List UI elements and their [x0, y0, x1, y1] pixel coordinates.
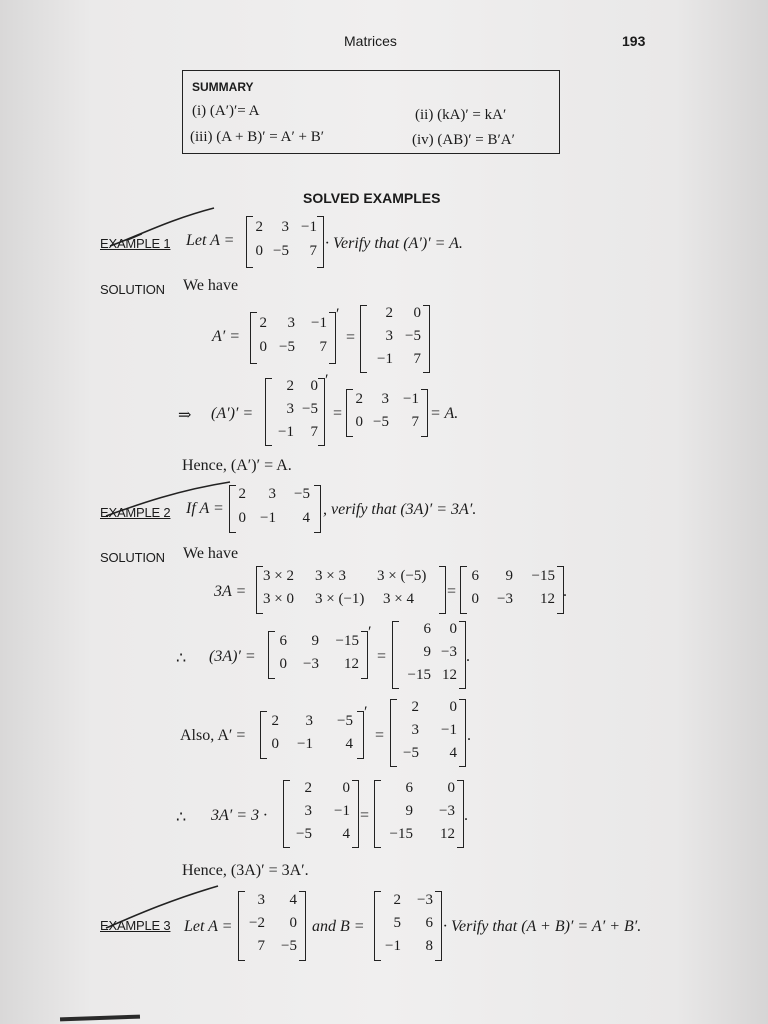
- summary-item-2: (ii) (kA)′ = kA′: [415, 107, 507, 123]
- prime-mark: ′: [325, 372, 329, 389]
- we-have-text: We have: [183, 545, 239, 562]
- matrix-cell: −3: [417, 892, 433, 908]
- matrix-cell: 12: [442, 667, 457, 683]
- matrix-cell: −15: [531, 568, 555, 584]
- summary-box: [182, 70, 560, 154]
- matrix-cell: 7: [413, 351, 421, 367]
- matrix-cell: −1: [334, 803, 350, 819]
- matrix-cell: 3: [281, 219, 289, 235]
- matrix-cell: 0: [255, 243, 263, 259]
- matrix-cell: −15: [389, 826, 413, 842]
- matrix-A: [346, 389, 428, 437]
- matrix-cell: 3 × 4: [383, 591, 414, 607]
- matrix-cell: 2: [255, 219, 263, 235]
- matrix-3A: [460, 566, 564, 614]
- matrix-cell: 3: [385, 328, 393, 344]
- page-number: 193: [622, 33, 646, 49]
- matrix-cell: −1: [385, 938, 401, 954]
- matrix-cell: 0: [279, 656, 287, 672]
- matrix-cell: 6: [423, 621, 431, 637]
- double-transpose-lhs: (A′)′ =: [211, 405, 254, 422]
- matrix-cell: −5: [403, 745, 419, 761]
- matrix-cell: 9: [405, 803, 413, 819]
- matrix-A-transpose: [360, 305, 430, 373]
- matrix-cell: 4: [342, 826, 350, 842]
- summary-item-3: (iii) (A + B)′ = A′ + B′: [190, 129, 324, 145]
- page-edge-shadow: [60, 1015, 140, 1022]
- matrix-A-transpose: [265, 378, 325, 446]
- matrix-cell: 3: [381, 391, 389, 407]
- example-1-lead: Let A =: [186, 232, 235, 249]
- matrix-cell: −3: [441, 644, 457, 660]
- matrix-cell: 2: [411, 699, 419, 715]
- matrix-cell: 2: [271, 713, 279, 729]
- summary-item-4: (iv) (AB)′ = B′A′: [412, 132, 515, 148]
- period: .: [467, 727, 471, 744]
- therefore-symbol: ∴: [176, 809, 187, 826]
- matrix-cell: 0: [289, 915, 297, 931]
- matrix-A: [246, 216, 324, 268]
- scaled-matrix-lhs: 3A =: [214, 583, 247, 600]
- matrix-cell: 2: [259, 315, 267, 331]
- matrix-A: [250, 312, 336, 364]
- matrix-cell: 0: [449, 621, 457, 637]
- matrix-cell: −1: [311, 315, 327, 331]
- equals-A: = A.: [430, 405, 459, 422]
- matrix-cell: 0: [342, 780, 350, 796]
- matrix-cell: −1: [301, 219, 317, 235]
- matrix-A-transpose: [390, 699, 466, 767]
- matrix-cell: −5: [296, 826, 312, 842]
- summary-title: SUMMARY: [192, 80, 254, 94]
- matrix-cell: 3: [287, 315, 295, 331]
- matrix-cell: 9: [311, 633, 319, 649]
- matrix-cell: 6: [471, 568, 479, 584]
- matrix-cell: −1: [260, 510, 276, 526]
- matrix-cell: −5: [279, 339, 295, 355]
- matrix-cell: 3: [305, 713, 313, 729]
- matrix-A: [260, 711, 364, 759]
- equals-sign: =: [346, 329, 356, 346]
- equals-sign: =: [377, 648, 387, 665]
- period: .: [464, 807, 468, 824]
- matrix-cell: 0: [413, 305, 421, 321]
- matrix-cell: 7: [319, 339, 327, 355]
- matrix-cell: 7: [411, 414, 419, 430]
- period: .: [466, 648, 470, 665]
- prime-mark: ′: [336, 306, 340, 323]
- matrix-cell: −5: [302, 401, 318, 417]
- matrix-cell: 3 × 2: [263, 568, 294, 584]
- matrix-cell: 2: [393, 892, 401, 908]
- matrix-cell: 2: [355, 391, 363, 407]
- matrix-cell: −3: [303, 656, 319, 672]
- period: .: [563, 583, 567, 600]
- matrix-cell: 9: [505, 568, 513, 584]
- we-have-text: We have: [183, 277, 239, 294]
- matrix-cell: 12: [540, 591, 555, 607]
- matrix-cell: 9: [423, 644, 431, 660]
- matrix-cell: 2: [304, 780, 312, 796]
- matrix-cell: 3 × 3: [315, 568, 346, 584]
- matrix-cell: 12: [440, 826, 455, 842]
- matrix-cell: 6: [279, 633, 287, 649]
- matrix-cell: −5: [273, 243, 289, 259]
- matrix-cell: 3 × 0: [263, 591, 294, 607]
- matrix-cell: 4: [345, 736, 353, 752]
- matrix-cell: 7: [310, 424, 318, 440]
- matrix-cell: 7: [309, 243, 317, 259]
- matrix-cell: 2: [286, 378, 294, 394]
- matrix-cell: −5: [373, 414, 389, 430]
- matrix-cell: 4: [302, 510, 310, 526]
- matrix-cell: 5: [393, 915, 401, 931]
- matrix-A-transpose: [283, 780, 359, 848]
- matrix-cell: −5: [337, 713, 353, 729]
- prime-mark: ′: [368, 624, 372, 641]
- hence-statement: Hence, (A′)′ = A.: [182, 457, 292, 474]
- matrix-cell: 3 × (−1): [315, 591, 365, 607]
- matrix-cell: 12: [344, 656, 359, 672]
- example-1-label: EXAMPLE 1: [100, 236, 171, 251]
- matrix-A: [238, 891, 306, 961]
- matrix-cell: 0: [271, 736, 279, 752]
- matrix-B: [374, 891, 442, 961]
- matrix-cell: 6: [425, 915, 433, 931]
- example-3-label: EXAMPLE 3: [100, 918, 171, 933]
- matrix-cell: 7: [257, 938, 265, 954]
- matrix-cell: −15: [407, 667, 431, 683]
- matrix-cell: 0: [259, 339, 267, 355]
- matrix-3A-transpose: [392, 621, 466, 689]
- equals-sign: =: [333, 405, 343, 422]
- therefore-symbol: ∴: [176, 650, 187, 667]
- matrix-cell: −5: [405, 328, 421, 344]
- transpose-lhs: A′ =: [212, 328, 241, 345]
- matrix-product-expansion: [256, 566, 446, 614]
- matrix-cell: 0: [471, 591, 479, 607]
- example-3-task: · Verify that (A + B)′ = A′ + B′.: [443, 918, 642, 935]
- matrix-cell: 0: [355, 414, 363, 430]
- matrix-cell: −3: [497, 591, 513, 607]
- matrix-cell: 4: [289, 892, 297, 908]
- matrix-cell: 3: [286, 401, 294, 417]
- matrix-cell: −5: [281, 938, 297, 954]
- solution-label: SOLUTION: [100, 282, 165, 297]
- matrix-cell: 2: [238, 486, 246, 502]
- matrix-cell: −1: [297, 736, 313, 752]
- matrix-cell: −1: [441, 722, 457, 738]
- matrix-cell: 3 × (−5): [377, 568, 427, 584]
- matrix-3A: [268, 631, 368, 679]
- running-title: Matrices: [344, 33, 397, 49]
- matrix-cell: 0: [310, 378, 318, 394]
- matrix-cell: −3: [439, 803, 455, 819]
- example-2-label: EXAMPLE 2: [100, 505, 171, 520]
- example-2-task: , verify that (3A)′ = 3A′.: [323, 501, 477, 518]
- and-B-lead: and B =: [312, 918, 365, 935]
- matrix-A: [229, 485, 321, 533]
- equals-sign: =: [375, 727, 385, 744]
- scaled-transpose-lhs: 3A′ = 3 ·: [211, 807, 268, 824]
- matrix-cell: 3: [304, 803, 312, 819]
- matrix-cell: 0: [238, 510, 246, 526]
- transpose-3A-lhs: (3A)′ =: [209, 648, 256, 665]
- matrix-cell: 0: [447, 780, 455, 796]
- matrix-cell: 6: [405, 780, 413, 796]
- matrix-cell: 3: [268, 486, 276, 502]
- matrix-3A-transpose: [374, 780, 464, 848]
- matrix-cell: −5: [294, 486, 310, 502]
- matrix-cell: 2: [385, 305, 393, 321]
- prime-mark: ′: [364, 704, 368, 721]
- matrix-cell: 4: [449, 745, 457, 761]
- matrix-cell: 0: [449, 699, 457, 715]
- implies-arrow: ⇒: [178, 407, 192, 424]
- equals-sign: =: [447, 583, 457, 600]
- hence-statement: Hence, (3A)′ = 3A′.: [182, 862, 309, 879]
- example-1-task: · Verify that (A′)′ = A.: [325, 235, 463, 252]
- matrix-cell: 8: [425, 938, 433, 954]
- matrix-cell: 3: [411, 722, 419, 738]
- matrix-cell: −1: [403, 391, 419, 407]
- matrix-cell: 3: [257, 892, 265, 908]
- example-3-lead: Let A =: [184, 918, 233, 935]
- matrix-cell: −15: [335, 633, 359, 649]
- equals-sign: =: [360, 807, 370, 824]
- section-title: SOLVED EXAMPLES: [303, 190, 441, 206]
- matrix-cell: −2: [249, 915, 265, 931]
- solution-label: SOLUTION: [100, 550, 165, 565]
- summary-item-1: (i) (A′)′= A: [192, 103, 260, 119]
- example-2-lead: If A =: [186, 500, 224, 517]
- also-transpose-lhs: Also, A′ =: [180, 727, 246, 744]
- matrix-cell: −1: [278, 424, 294, 440]
- matrix-cell: −1: [377, 351, 393, 367]
